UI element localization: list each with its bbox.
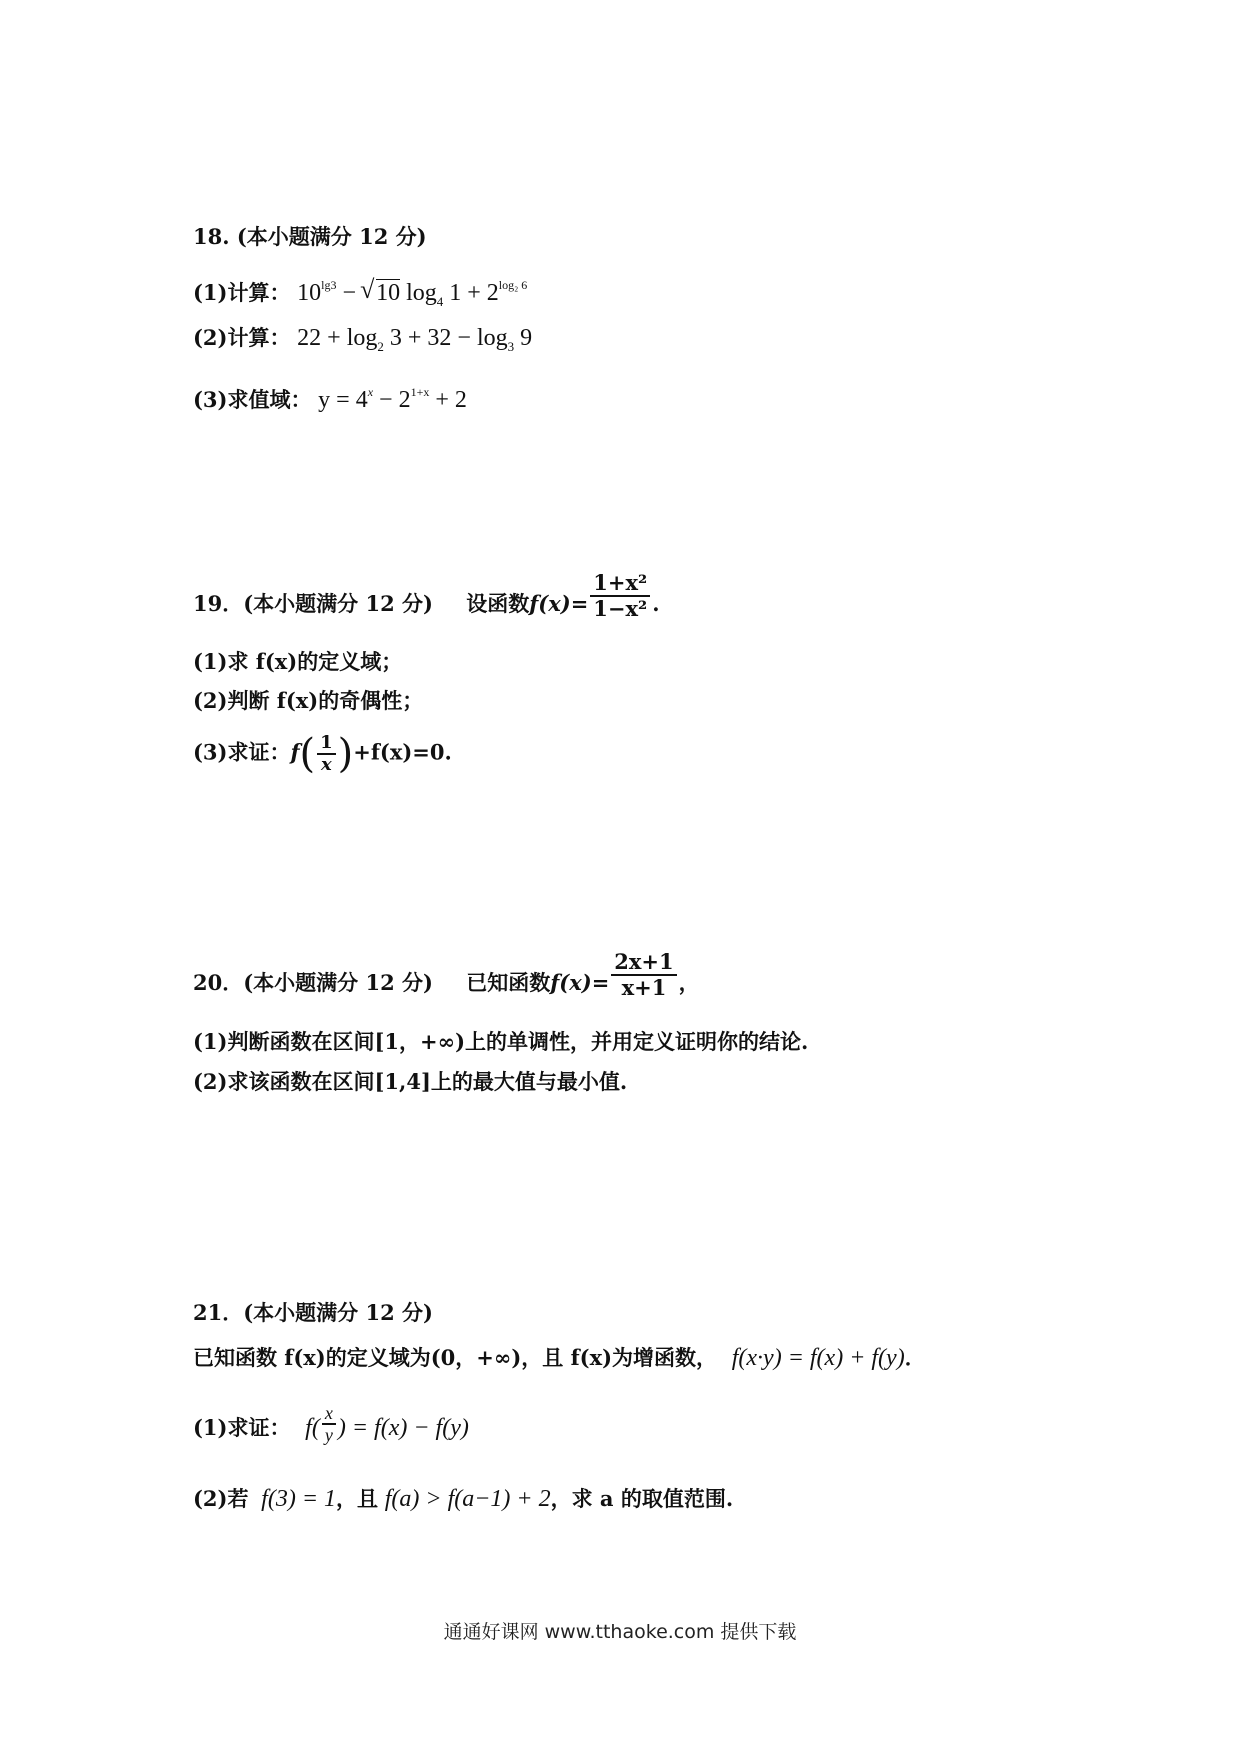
q18-part3-label: (3)求值域：: [193, 387, 312, 412]
q18-part2: [193, 323, 532, 362]
q19-header-line: [193, 569, 660, 621]
q19-header: 19．(本小题满分 12 分): [193, 591, 433, 616]
q18-part1-label: (1)计算：: [193, 280, 291, 305]
q19-part3: (3)求证：f( $\frac{1}{x}$ )+f(x)=0.: [193, 731, 452, 777]
q21-stem: [193, 1343, 926, 1373]
q19-part1: (1)求 f(x)的定义域；: [193, 649, 403, 674]
q21-header: 21．(本小题满分 12 分): [193, 1300, 433, 1325]
q20-lead: 已知函数: [466, 970, 551, 995]
q19-denominator: 1−x²: [593, 595, 648, 621]
q21-stem-math: f(x·y) = f(x) + f(y): [731, 1345, 905, 1371]
q21-part2-mid: ，且: [336, 1486, 379, 1511]
q18-part3-expr: $y = 4^x - 2^{1+x} + 2$: [318, 385, 467, 413]
q19-lead: 设函数: [466, 591, 530, 616]
page-footer: 通通好课网 www.tthaoke.com 提供下载: [443, 1621, 797, 1643]
q21-part1: [193, 1403, 469, 1446]
q21-part2-math2: f(a) > f(a−1) + 2: [384, 1486, 551, 1512]
q20-header: 20．(本小题满分 12 分): [193, 970, 433, 995]
q20-fx: f(x)=: [550, 970, 610, 995]
q18-part3: [193, 377, 467, 415]
q20-header-line: [193, 948, 700, 1000]
q18-part2-label: (2)计算：: [193, 325, 291, 350]
q19-fraction: [590, 571, 650, 621]
q19-part3-label: (3)求证：: [193, 739, 291, 765]
q20-fraction: [611, 950, 676, 1000]
q20-denominator: x+1: [621, 974, 667, 1000]
q20-part1: (1)判断函数在区间[1，+∞)上的单调性，并用定义证明你的结论.: [193, 1029, 809, 1054]
q19-part3-f: f: [290, 739, 300, 765]
q18-part1-expr: $10^{lg3}$ − √ 10 $\log_4 1 + 2^{log_2 6}$: [297, 280, 527, 306]
q19-fx: f(x)=: [529, 591, 589, 616]
q21-part1-expr: f( $\frac{x}{y}$ ) = f(x) − f(y): [305, 1403, 469, 1446]
q19-tail: .: [652, 591, 660, 616]
q21-part2-math1: f(3) = 1: [261, 1486, 337, 1512]
q21-part1-label: (1)求证：: [193, 1415, 291, 1440]
q18-part2-expr: $22 + \log_2 3 + 32 - \log_3 9$: [297, 325, 533, 354]
q18-header: 18. (本小题满分 12 分): [193, 224, 427, 249]
q19-part2: (2)判断 f(x)的奇偶性；: [193, 688, 424, 713]
q21-stem-text: 已知函数 f(x)的定义域为(0，+∞)，且 f(x)为增函数，: [193, 1345, 718, 1370]
q20-tail: ，: [678, 970, 700, 995]
q21-part2-label: (2)若: [193, 1486, 249, 1511]
q20-part2: (2)求该函数在区间[1,4]上的最大值与最小值.: [193, 1069, 628, 1094]
q21-part2-tail: ，求 a 的取值范围.: [550, 1486, 734, 1511]
q19-part3-fraction: $\frac{1}{x}$: [317, 733, 336, 775]
q21-part2: [193, 1484, 733, 1514]
q19-numerator: 1+x²: [590, 571, 650, 597]
q18-part1: [193, 270, 527, 317]
q19-part3-tail: +f(x)=0.: [353, 739, 452, 765]
q21-stem-tail: ．: [904, 1345, 926, 1370]
q20-numerator: 2x+1: [611, 950, 676, 976]
